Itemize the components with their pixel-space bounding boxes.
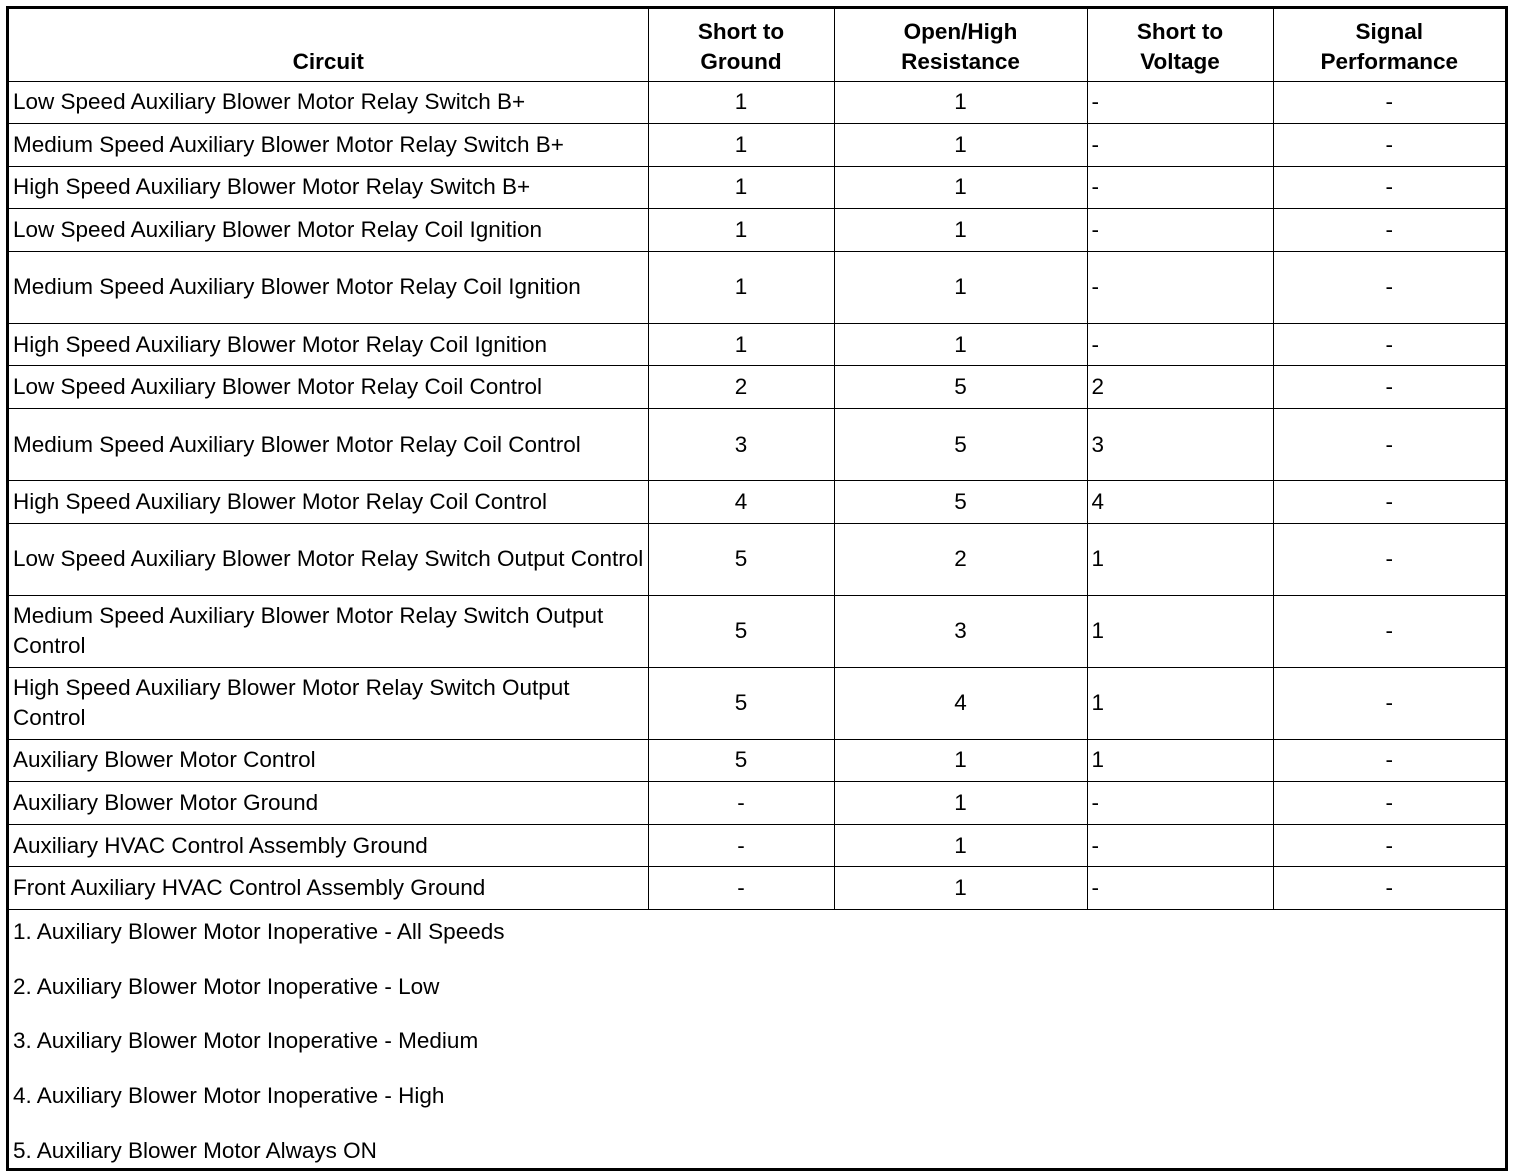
table-row [9, 595, 1505, 667]
cell-signal-performance: - [1273, 366, 1505, 409]
note-3: 3. Auxiliary Blower Motor Inoperative - Medium [13, 1028, 479, 1054]
cell-circuit: Auxiliary HVAC Control Assembly Ground [9, 824, 648, 867]
cell-short-to-ground: 1 [648, 166, 834, 209]
table-row [9, 782, 1505, 825]
cell-open-high-resistance: 4 [834, 667, 1087, 739]
cell-circuit: Auxiliary Blower Motor Control [9, 739, 648, 782]
cell-circuit: High Speed Auxiliary Blower Motor Relay Coil Control [9, 481, 648, 524]
cell-short-to-voltage: - [1087, 782, 1273, 825]
notes-cell [9, 910, 1505, 1168]
cell-signal-performance: - [1273, 867, 1505, 910]
table-row [9, 209, 1505, 252]
cell-open-high-resistance: 1 [834, 867, 1087, 910]
cell-open-high-resistance: 5 [834, 481, 1087, 524]
cell-open-high-resistance: 1 [834, 739, 1087, 782]
table-row [9, 124, 1505, 167]
cell-signal-performance: - [1273, 481, 1505, 524]
cell-open-high-resistance: 1 [834, 81, 1087, 124]
cell-circuit: Medium Speed Auxiliary Blower Motor Relay Coil Ignition [9, 251, 648, 323]
cell-short-to-ground: - [648, 824, 834, 867]
header-signal-performance: Signal Performance [1273, 9, 1505, 81]
cell-circuit: Auxiliary Blower Motor Ground [9, 782, 648, 825]
circuit-diagnostic-table-container [6, 6, 1508, 1171]
cell-short-to-ground: - [648, 867, 834, 910]
header-short-to-voltage: Short to Voltage [1087, 9, 1273, 81]
table-row [9, 867, 1505, 910]
cell-open-high-resistance: 2 [834, 523, 1087, 595]
cell-signal-performance: - [1273, 124, 1505, 167]
cell-short-to-voltage: - [1087, 81, 1273, 124]
cell-short-to-voltage: 1 [1087, 739, 1273, 782]
cell-circuit: Medium Speed Auxiliary Blower Motor Relay Switch B+ [9, 124, 648, 167]
header-short-to-ground: Short to Ground [648, 9, 834, 81]
cell-signal-performance: - [1273, 323, 1505, 366]
cell-short-to-ground: 1 [648, 209, 834, 252]
table-row [9, 323, 1505, 366]
circuit-diagnostic-table [9, 9, 1505, 1168]
cell-short-to-ground: 5 [648, 595, 834, 667]
table-row [9, 409, 1505, 481]
cell-circuit: High Speed Auxiliary Blower Motor Relay Coil Ignition [9, 323, 648, 366]
cell-open-high-resistance: 1 [834, 209, 1087, 252]
cell-short-to-voltage: - [1087, 867, 1273, 910]
table-row [9, 739, 1505, 782]
note-4: 4. Auxiliary Blower Motor Inoperative - High [13, 1083, 445, 1109]
cell-short-to-voltage: 1 [1087, 667, 1273, 739]
cell-short-to-voltage: 4 [1087, 481, 1273, 524]
cell-signal-performance: - [1273, 209, 1505, 252]
cell-short-to-ground: 1 [648, 323, 834, 366]
cell-short-to-voltage: 3 [1087, 409, 1273, 481]
header-circuit: Circuit [9, 9, 648, 81]
cell-signal-performance: - [1273, 739, 1505, 782]
cell-circuit: Low Speed Auxiliary Blower Motor Relay Switch B+ [9, 81, 648, 124]
cell-circuit: Front Auxiliary HVAC Control Assembly Ground [9, 867, 648, 910]
cell-short-to-ground: 1 [648, 81, 834, 124]
cell-short-to-ground: 2 [648, 366, 834, 409]
cell-short-to-ground: 1 [648, 124, 834, 167]
cell-short-to-voltage: 2 [1087, 366, 1273, 409]
table-header-row [9, 9, 1505, 81]
header-open-high-resistance: Open/High Resistance [834, 9, 1087, 81]
cell-signal-performance: - [1273, 251, 1505, 323]
table-row [9, 251, 1505, 323]
cell-short-to-voltage: - [1087, 323, 1273, 366]
cell-signal-performance: - [1273, 667, 1505, 739]
cell-signal-performance: - [1273, 409, 1505, 481]
cell-circuit: Medium Speed Auxiliary Blower Motor Relay Switch Output Control [9, 595, 648, 667]
cell-open-high-resistance: 5 [834, 366, 1087, 409]
cell-open-high-resistance: 3 [834, 595, 1087, 667]
cell-signal-performance: - [1273, 595, 1505, 667]
table-row [9, 481, 1505, 524]
cell-circuit: High Speed Auxiliary Blower Motor Relay Switch Output Control [9, 667, 648, 739]
cell-circuit: Low Speed Auxiliary Blower Motor Relay Coil Control [9, 366, 648, 409]
table-row [9, 667, 1505, 739]
cell-short-to-ground: 5 [648, 739, 834, 782]
table-body [9, 81, 1505, 1168]
note-5: 5. Auxiliary Blower Motor Always ON [13, 1137, 377, 1163]
cell-short-to-voltage: 1 [1087, 523, 1273, 595]
note-1: 1. Auxiliary Blower Motor Inoperative - All Speeds [13, 919, 505, 945]
cell-short-to-voltage: - [1087, 124, 1273, 167]
cell-short-to-ground: 1 [648, 251, 834, 323]
cell-short-to-ground: - [648, 782, 834, 825]
table-row [9, 81, 1505, 124]
cell-short-to-voltage: - [1087, 209, 1273, 252]
cell-circuit: High Speed Auxiliary Blower Motor Relay Switch B+ [9, 166, 648, 209]
cell-open-high-resistance: 1 [834, 824, 1087, 867]
cell-open-high-resistance: 5 [834, 409, 1087, 481]
cell-short-to-ground: 5 [648, 667, 834, 739]
cell-short-to-voltage: 1 [1087, 595, 1273, 667]
cell-signal-performance: - [1273, 166, 1505, 209]
cell-open-high-resistance: 1 [834, 166, 1087, 209]
cell-signal-performance: - [1273, 824, 1505, 867]
table-row [9, 366, 1505, 409]
cell-signal-performance: - [1273, 782, 1505, 825]
table-row [9, 166, 1505, 209]
note-2: 2. Auxiliary Blower Motor Inoperative - Low [13, 973, 440, 999]
notes-row [9, 910, 1505, 1168]
cell-open-high-resistance: 1 [834, 251, 1087, 323]
cell-circuit: Low Speed Auxiliary Blower Motor Relay Coil Ignition [9, 209, 648, 252]
cell-circuit: Low Speed Auxiliary Blower Motor Relay Switch Output Control [9, 523, 648, 595]
cell-open-high-resistance: 1 [834, 124, 1087, 167]
cell-signal-performance: - [1273, 81, 1505, 124]
cell-signal-performance: - [1273, 523, 1505, 595]
table-row [9, 824, 1505, 867]
cell-short-to-voltage: - [1087, 824, 1273, 867]
cell-short-to-ground: 3 [648, 409, 834, 481]
cell-open-high-resistance: 1 [834, 323, 1087, 366]
cell-short-to-voltage: - [1087, 166, 1273, 209]
cell-open-high-resistance: 1 [834, 782, 1087, 825]
cell-short-to-ground: 4 [648, 481, 834, 524]
cell-short-to-voltage: - [1087, 251, 1273, 323]
cell-short-to-ground: 5 [648, 523, 834, 595]
table-row [9, 523, 1505, 595]
cell-circuit: Medium Speed Auxiliary Blower Motor Relay Coil Control [9, 409, 648, 481]
